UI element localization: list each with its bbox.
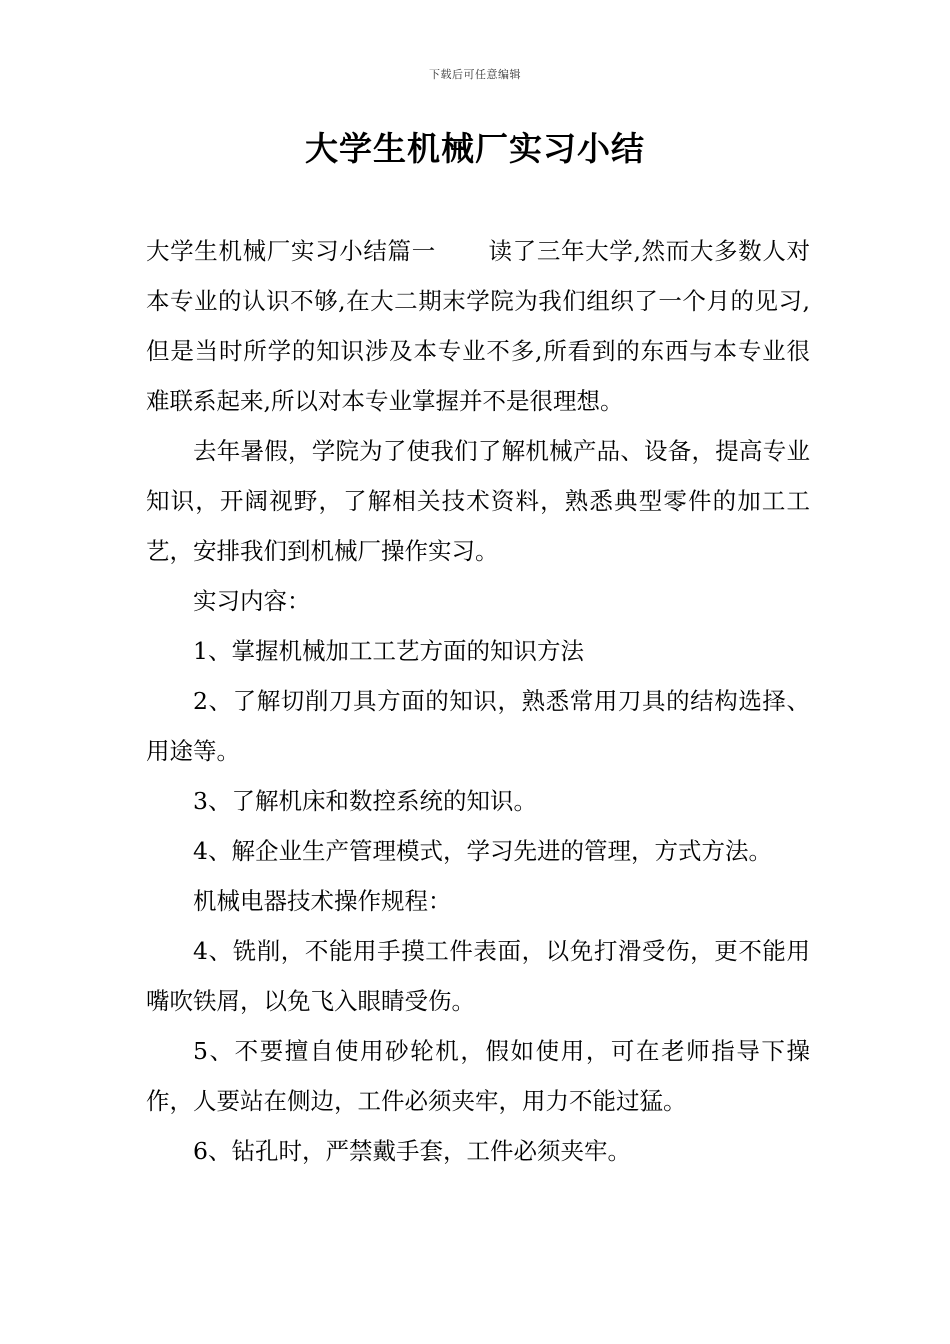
document-title: 大学生机械厂实习小结 bbox=[305, 129, 645, 168]
document-body bbox=[146, 226, 810, 1176]
intro-text: 读了三年大学,然而大多数人对本专业的认识不够,在大二期末学院为我们组织了一个月的见习,但是当时所学的知识涉及本专业不多,所看到的东西与本专业很难联系起来,所以对本专业掌握并不是很理想。 bbox=[146, 237, 810, 415]
paragraph-purpose: 去年暑假，学院为了使我们了解机械产品、设备，提高专业知识，开阔视野，了解相关技术资料，熟悉典型零件的加工工艺，安排我们到机械厂操作实习。 bbox=[146, 437, 810, 565]
intro-lead: 大学生机械厂实习小结篇一 bbox=[146, 237, 436, 265]
paragraph-rule-5: 5、不要擅自使用砂轮机，假如使用，可在老师指导下操作，人要站在侧边，工件必须夹牢，用力不能过猛。 bbox=[146, 1037, 810, 1115]
paragraph-item-3: 3、了解机床和数控系统的知识。 bbox=[193, 787, 537, 815]
header-note: 下载后可任意编辑 bbox=[429, 68, 521, 81]
intro-paragraph bbox=[146, 226, 810, 426]
paragraph-rule-4: 4、铣削，不能用手摸工件表面，以免打滑受伤，更不能用嘴吹铁屑，以免飞入眼睛受伤。 bbox=[146, 937, 810, 1015]
paragraph-content-heading: 实习内容： bbox=[193, 587, 311, 615]
paragraph-item-1: 1、掌握机械加工工艺方面的知识方法 bbox=[193, 637, 584, 665]
paragraph-rule-6: 6、钻孔时，严禁戴手套，工件必须夹牢。 bbox=[193, 1137, 631, 1165]
paragraph-rules-heading: 机械电器技术操作规程： bbox=[193, 887, 452, 915]
paragraph-item-2: 2、了解切削刀具方面的知识，熟悉常用刀具的结构选择、用途等。 bbox=[146, 687, 810, 765]
paragraph-item-4: 4、解企业生产管理模式，学习先进的管理，方式方法。 bbox=[193, 837, 772, 865]
